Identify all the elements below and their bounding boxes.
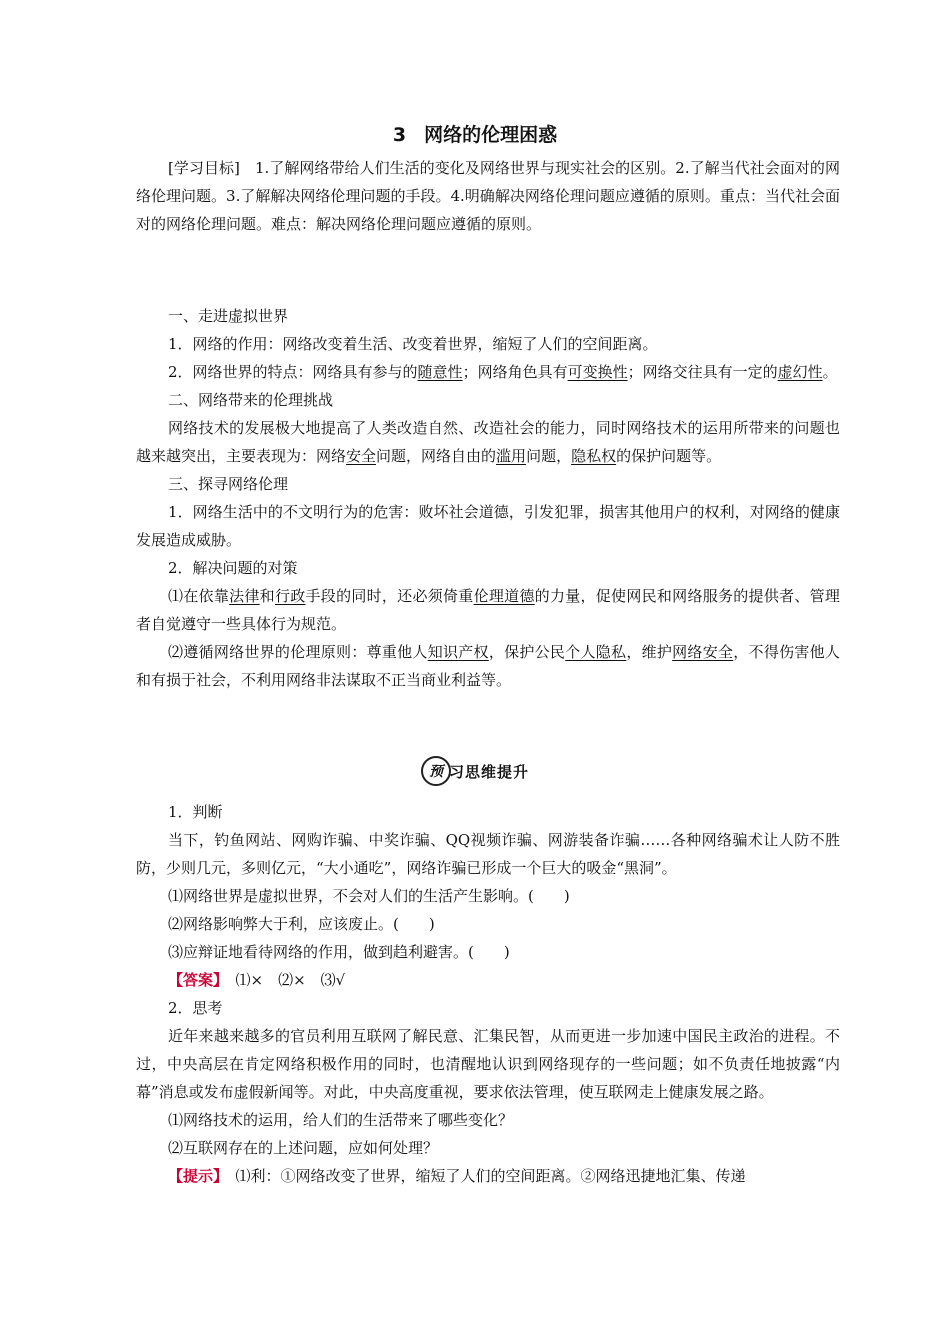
blank-answer: 虚幻性 <box>777 363 823 381</box>
blank-answer: 行政 <box>274 587 306 605</box>
answer-label: 【答案】 <box>168 971 221 989</box>
banner-circle-icon: 预 <box>421 756 451 786</box>
section3-heading: 三、探寻网络伦理 <box>168 475 289 493</box>
judge-question-1: ⑴网络世界是虚拟世界，不会对人们的生活产生影响。( ) <box>168 887 570 905</box>
section3-item1: 1．网络生活中的不文明行为的危害：败坏社会道德，引发犯罪，损害其他用户的权利，对网络的健康发展造成威胁。 <box>136 503 840 549</box>
section3-sub2: ⑵遵循网络世界的伦理原则：尊重他人知识产权，保护公民个人隐私，维护网络安全，不得伤害他人和有损于社会，不利用网络非法谋取不正当商业利益等。 <box>136 643 840 689</box>
judge-question-2: ⑵网络影响弊大于利，应该废止。( ) <box>168 915 435 933</box>
think-hint <box>136 1162 840 1190</box>
section3-sub1: ⑴在依靠法律和行政手段的同时，还必须倚重伦理道德的力量，促使网民和网络服务的提供者、管理者自觉遵守一些具体行为规范。 <box>136 587 840 633</box>
blank-answer: 隐私权 <box>571 447 617 465</box>
judge-answer <box>136 966 840 994</box>
judge-intro: 当下，钓鱼网站、网购诈骗、中奖诈骗、QQ视频诈骗、网游装备诈骗……各种网络骗术让人防不胜防，少则几元，多则亿元，“大小通吃”，网络诈骗已形成一个巨大的吸金“黑洞”。 <box>136 831 840 877</box>
hint-label: 【提示】 <box>168 1167 221 1185</box>
blank-answer: 网络安全 <box>672 643 734 661</box>
blank-answer: 个人隐私 <box>565 643 627 661</box>
section1-heading: 一、走进虚拟世界 <box>168 307 289 325</box>
section2-heading: 二、网络带来的伦理挑战 <box>168 391 334 409</box>
exercise-section <box>136 798 840 1190</box>
think-question-2: ⑵互联网存在的上述问题，应如何处理？ <box>168 1139 439 1157</box>
learning-objectives <box>136 154 840 238</box>
lesson-title: 网络的伦理困惑 <box>424 124 558 146</box>
blank-answer: 滥用 <box>496 447 527 465</box>
judge-heading: 1．判断 <box>168 803 223 821</box>
section1-item1: 1．网络的作用：网络改变着生活、改变着世界，缩短了人们的空间距离。 <box>168 335 658 353</box>
section3-item2: 2．解决问题的对策 <box>168 559 298 577</box>
preview-banner <box>0 756 950 790</box>
blank-answer: 知识产权 <box>427 643 489 661</box>
think-intro: 近年来越来越多的官员利用互联网了解民意、汇集民智，从而更进一步加速中国民主政治的进程。不过，中央高层在肯定网络积极作用的同时，也清醒地认识到网络现存的一些问题；如不负责任地披露“内幕”消息或发布虚假新闻等。对此，中央高度重视，要求依法管理，使互联网走上健康发展之路。 <box>136 1027 840 1101</box>
lesson-number: 3 <box>392 124 407 146</box>
blank-answer: 伦理道德 <box>473 587 535 605</box>
objectives-paragraph <box>136 154 840 238</box>
judge-question-3: ⑶应辩证地看待网络的作用，做到趋利避害。( ) <box>168 943 510 961</box>
page-title <box>0 120 950 147</box>
banner-text: 习思维提升 <box>448 762 529 781</box>
think-question-1: ⑴网络技术的运用，给人们的生活带来了哪些变化？ <box>168 1111 514 1129</box>
answer-text: ⑴× ⑵× ⑶√ <box>235 971 346 989</box>
blank-answer: 安全 <box>346 447 377 465</box>
think-heading: 2．思考 <box>168 999 223 1017</box>
section2-paragraph: 网络技术的发展极大地提高了人类改造自然、改造社会的能力，同时网络技术的运用所带来的问题也越来越突出，主要表现为：网络安全问题，网络自由的滥用问题，隐私权的保护问题等。 <box>136 419 840 465</box>
knowledge-section <box>136 302 840 694</box>
hint-text: ⑴利：①网络改变了世界，缩短了人们的空间距离。②网络迅捷地汇集、传递 <box>235 1167 746 1185</box>
blank-answer: 可变换性 <box>567 363 628 381</box>
objectives-text: 1.了解网络带给人们生活的变化及网络世界与现实社会的区别。2.了解当代社会面对的网络伦理问题。3.了解解决网络伦理问题的手段。4.明确解决网络伦理问题应遵循的原则。重点：当代社会面对的网络伦理问题。难点：解决网络伦理问题应遵循的原则。 <box>136 159 840 233</box>
blank-answer: 法律 <box>229 587 260 605</box>
objectives-label: [学习目标] <box>168 159 240 177</box>
blank-answer: 随意性 <box>417 363 463 381</box>
section1-item2: 2．网络世界的特点：网络具有参与的随意性；网络角色具有可变换性；网络交往具有一定的虚幻性。 <box>168 363 838 381</box>
